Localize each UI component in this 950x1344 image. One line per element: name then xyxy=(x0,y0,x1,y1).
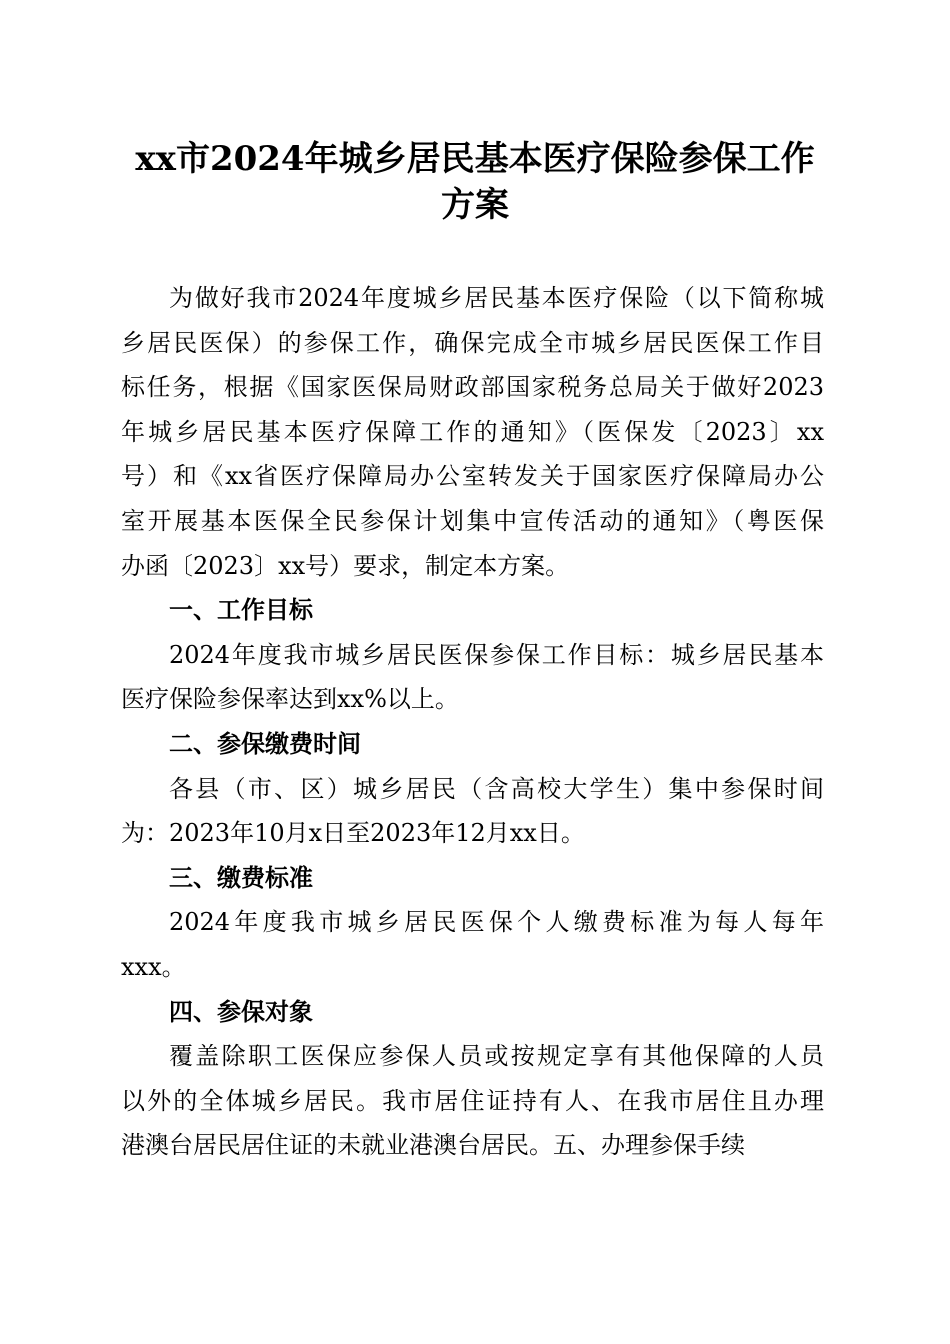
text-line: xxx。 xyxy=(121,952,186,981)
section-heading: 四、参保对象 xyxy=(169,997,313,1026)
document-title xyxy=(100,136,850,228)
text-line: 室开展基本医保全民参保计划集中宣传活动的通知》（粤医保 xyxy=(121,506,824,535)
text-line: 覆盖除职工医保应参保人员或按规定享有其他保障的人员 xyxy=(169,1042,824,1071)
text-line: 为做好我市2024年度城乡居民基本医疗保险（以下简称城 xyxy=(169,284,824,312)
text-line: 各县（市、区）城乡居民（含高校大学生）集中参保时间 xyxy=(169,774,824,803)
section-heading: 一、工作目标 xyxy=(169,596,313,625)
text-line: 号）和《xx省医疗保障局办公室转发关于国家医疗保障局办公 xyxy=(121,462,824,491)
text-line: 2024年度我市城乡居民医保个人缴费标准为每人每年 xyxy=(169,908,824,937)
text-line: 标任务，根据《国家医保局财政部国家税务总局关于做好2023 xyxy=(121,373,824,402)
intro-paragraph xyxy=(121,276,824,588)
section-heading: 二、参保缴费时间 xyxy=(169,729,361,758)
title-line-1: xx市2024年城乡居民基本医疗保险参保工作 xyxy=(135,139,815,179)
text-line: 港澳台居民居住证的未就业港澳台居民。五、办理参保手续 xyxy=(121,1131,745,1160)
text-line: 乡居民医保）的参保工作，确保完成全市城乡居民医保工作目 xyxy=(121,328,824,357)
text-line: 以外的全体城乡居民。我市居住证持有人、在我市居住且办理 xyxy=(121,1086,824,1115)
title-line-2: 方案 xyxy=(441,185,509,225)
text-line: 办函〔2023〕xx号）要求，制定本方案。 xyxy=(121,551,570,580)
section-heading: 三、缴费标准 xyxy=(169,863,313,892)
text-line: 年城乡居民基本医疗保障工作的通知》（医保发〔2023〕xx xyxy=(121,417,824,446)
text-line: 为：2023年10月x日至2023年12月xx日。 xyxy=(121,819,585,848)
document-body xyxy=(121,276,824,1168)
text-line: 2024年度我市城乡居民医保参保工作目标：城乡居民基本 xyxy=(169,640,824,669)
text-line: 医疗保险参保率达到xx%以上。 xyxy=(121,685,459,714)
